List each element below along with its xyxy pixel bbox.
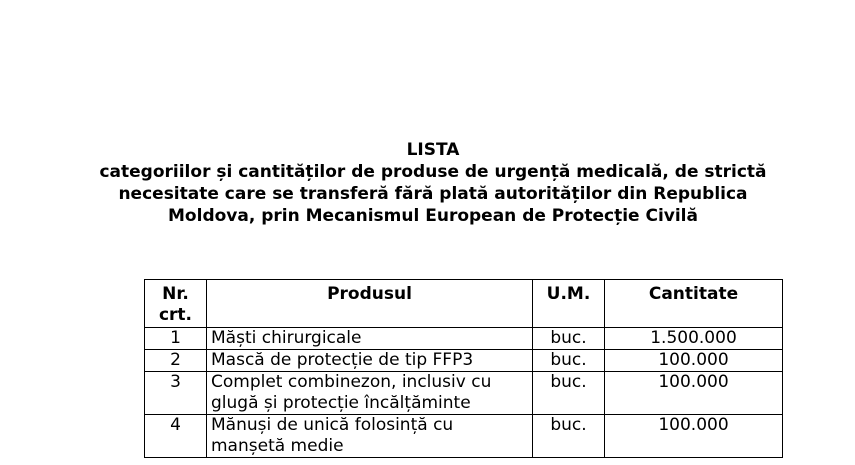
row-um: buc. (533, 328, 605, 350)
row-nr: 1 (145, 328, 207, 350)
row-product-line2: glugă și protecție încălțăminte (211, 393, 471, 413)
document-subtitle-line-3: Moldova, prin Mecanismul European de Protecție Civilă (168, 206, 698, 226)
row-um: buc. (533, 350, 605, 372)
row-product (207, 415, 533, 458)
header-um: U.M. (533, 280, 605, 328)
row-product-line1: Complet combinezon, inclusiv cu (211, 372, 492, 392)
row-nr: 3 (145, 372, 207, 415)
header-nr-line1: Nr. (162, 284, 189, 304)
row-nr: 4 (145, 415, 207, 458)
document-title: LISTA (406, 140, 460, 160)
row-product (207, 372, 533, 415)
row-product: Mască de protecție de tip FFP3 (207, 350, 533, 372)
row-product: Măști chirurgicale (207, 328, 533, 350)
row-quantity: 100.000 (605, 350, 783, 372)
header-nr-line2: crt. (158, 305, 193, 325)
row-product-line1: Mănuși de unică folosință cu (211, 415, 454, 435)
products-table (144, 279, 783, 458)
row-um: buc. (533, 415, 605, 458)
table-row (145, 415, 783, 458)
header-nr-crt (145, 280, 207, 328)
header-product: Produsul (207, 280, 533, 328)
row-nr: 2 (145, 350, 207, 372)
document-heading (60, 139, 806, 227)
row-quantity: 100.000 (605, 415, 783, 458)
table-header-row (145, 280, 783, 328)
document-subtitle-line-1: categoriilor și cantităților de produse de urgență medicală, de strictă (99, 162, 767, 182)
row-um: buc. (533, 372, 605, 415)
document-subtitle-line-2: necesitate care se transferă fără plată autorităților din Republica (118, 184, 748, 204)
table-row (145, 350, 783, 372)
row-product-line2: manșetă medie (211, 436, 344, 456)
header-quantity: Cantitate (605, 280, 783, 328)
row-quantity: 1.500.000 (605, 328, 783, 350)
table-row (145, 372, 783, 415)
row-quantity: 100.000 (605, 372, 783, 415)
table-row (145, 328, 783, 350)
